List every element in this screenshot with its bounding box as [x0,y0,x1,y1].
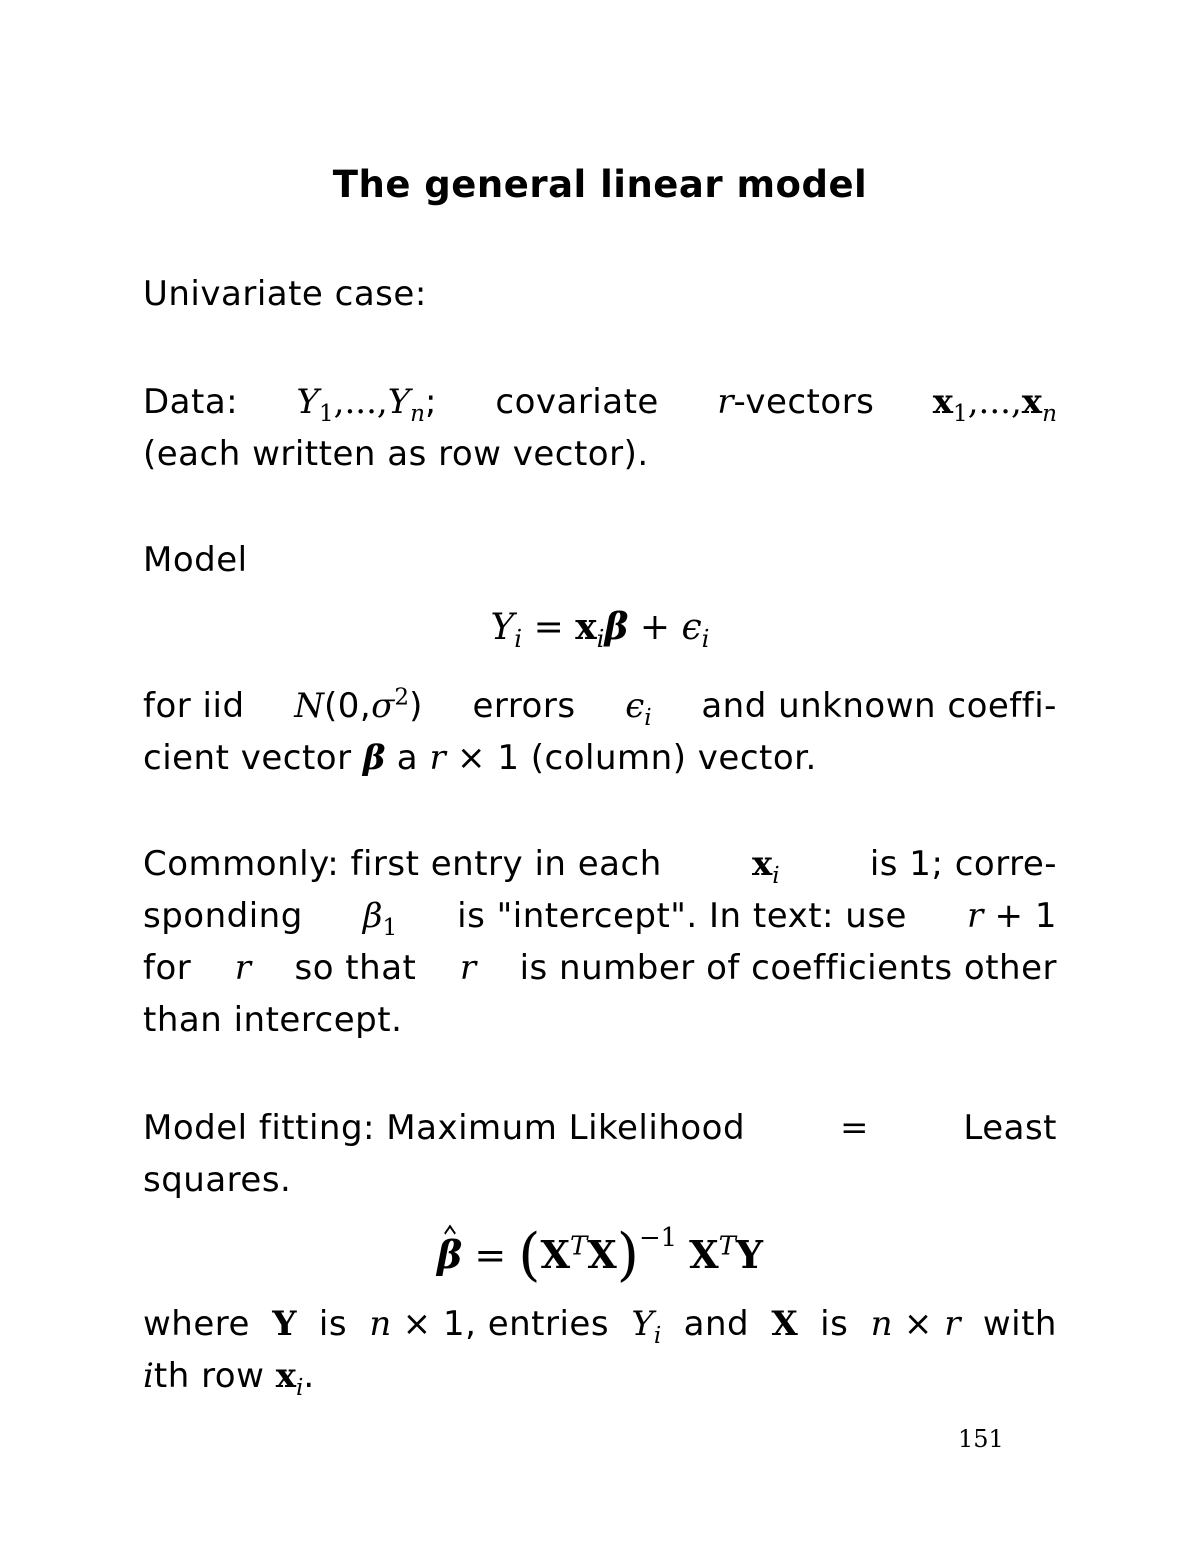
x-list: $x_1,...,x_n$ [932,382,1057,427]
commonly-line-1: Commonly: first entry in each $x_i$ is 1; corre- [143,838,1057,890]
fitting-line-2: squares. [143,1160,292,1200]
data-y-list: $Y_1,...,Y_n$; [296,382,438,427]
data-line-1 [143,376,1057,428]
commonly-line-4: than intercept. [143,1000,403,1040]
commonly-line-3: for r so that r is number of coefficients other [143,948,1057,988]
covariate-word: covariate [495,382,659,422]
y-i: $Y_i$ [631,1304,662,1349]
iid-line-1: for iid $N(0,\sigma^2)$ errors $\epsilon_i$ and unknown coeffi- [143,680,1057,732]
iid-line-2: cient vector β a r × 1 (column) vector. [143,738,817,778]
normal-dist: $N(0,\sigma^2)$ [294,684,423,726]
r-vectors: r-vectors [717,382,875,422]
epsilon-i: $\epsilon_i$ [625,686,652,731]
where-line-1: where Y is n × 1, entries $Y_i$ and X is n × r with [143,1298,1057,1350]
x-i: $x_i$ [751,844,780,889]
where-line-2: ith row $x_i$. [143,1356,315,1401]
fitting-line-1: Model fitting: Maximum Likelihood = Least [143,1108,1057,1148]
model-label: Model [143,540,248,580]
slide-title: The general linear model [332,163,868,206]
page-number: 151 [958,1425,1004,1453]
model-equation: $Y_i = x_i\beta + \epsilon_i$ [490,606,710,654]
r-plus-1: r + 1 [966,896,1057,936]
commonly-line-2: sponding $\beta_1$ is "intercept". In text: use r + 1 [143,890,1057,942]
n-times-r: n × r [870,1304,961,1344]
least-squares-equation: $\beta = (X^TX)^{-1}$ $X^TY$ [437,1222,763,1288]
n-times-1: n × 1, entries [369,1304,610,1344]
beta-1: $\beta_1$ [362,896,398,941]
heading-univariate: Univariate case: [143,274,427,314]
beta-hat: β [437,1232,463,1277]
data-label: Data: [143,382,239,422]
data-line-2: (each written as row vector). [143,434,649,474]
